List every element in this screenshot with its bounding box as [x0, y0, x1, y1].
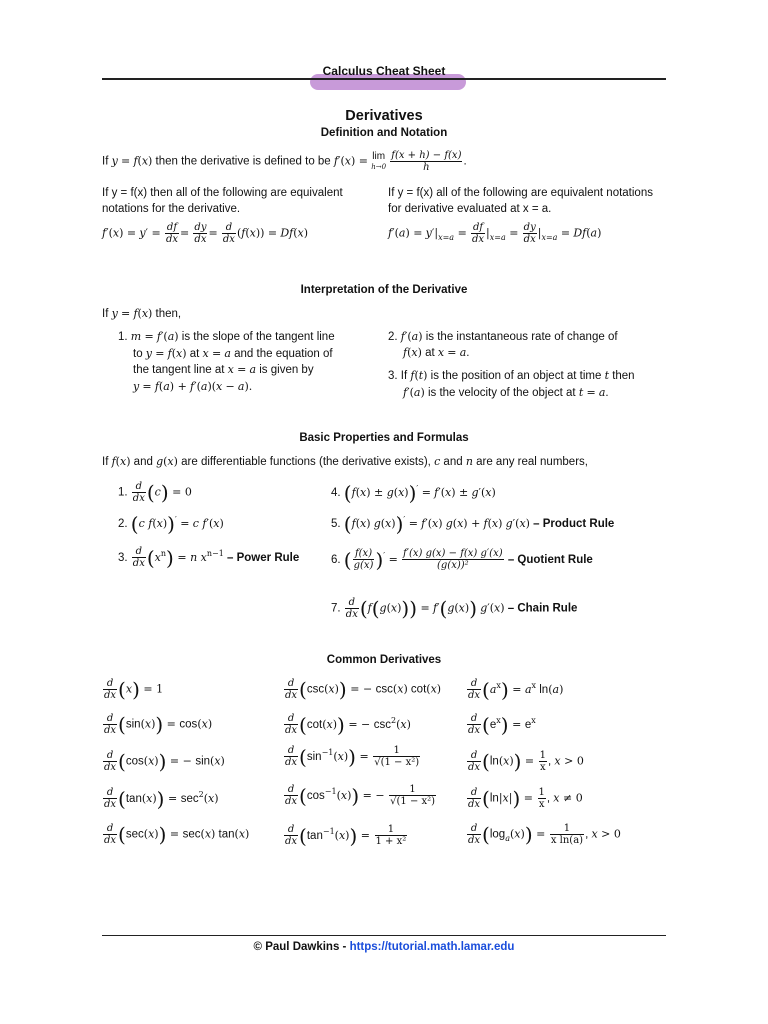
- footer-author: © Paul Dawkins -: [253, 941, 350, 953]
- common-derivative-arcsin: $\frac{d}{dx}$ $(\sin^{-1}(x))$ = $\frac{1}{\text{√(1 − x²)}}$: [285, 744, 420, 769]
- common-derivative-ex: $\frac{d}{dx}$ $(e^x) = e^x$: [468, 712, 536, 737]
- basic-intro: If f(x) and g(x) are differentiable functions (the derivative exists), c and n are any real numbers,: [102, 455, 588, 468]
- common-derivative-cot: $\frac{d}{dx}$ (cot(x)) = − $\csc^2(x)$: [285, 712, 411, 737]
- basic-formula-4: 4. (f(x) ± g(x))′ = f′(x) ± g′(x): [331, 480, 496, 505]
- footer: [0, 941, 768, 953]
- definition-text-main: then the derivative is defined to be: [155, 155, 331, 168]
- basic-formula-7: 7. $\frac{d}{dx}$ (f(g(x))) = f′(g(x)) g′(x) – Chain Rule: [331, 596, 578, 621]
- basic-formula-5: 5. (f(x) g(x))′ = f′(x) g(x) + f(x) g′(x) – Product Rule: [331, 511, 615, 536]
- interpretation-item-1-line-2: to y = f(x) at x = a and the equation of: [133, 347, 333, 360]
- interpretation-intro: If y = f(x) then,: [102, 307, 182, 320]
- right-notation-formula: $f'(a) = y'|_{x=a}$ = $\frac{df}{dx}$ $|_{x=a}$ = $\frac{dy}{dx}$ $|_{x=a} = Df(a)$: [388, 222, 602, 245]
- common-derivative-log-a: $\frac{d}{dx}$ $(\log_a(x))$ = $\frac{1}{\text{x ln(a)}}$ , x > 0: [468, 822, 621, 847]
- common-derivative-sin: $\frac{d}{dx}$ (sin(x)) = cos(x): [104, 712, 213, 737]
- chain-rule-label: – Chain Rule: [507, 602, 578, 615]
- product-rule-label: – Product Rule: [533, 517, 615, 530]
- interpretation-item-1-line-4: y = f(a) + f′(a)(x − a).: [133, 380, 253, 393]
- quotient-rule-label: – Quotient Rule: [507, 553, 593, 566]
- interpretation-item-2-line-1: 2. f′(a) is the instantaneous rate of change of: [388, 330, 618, 343]
- basic-formula-3: 3. $\frac{d}{dx}$ $(x^n) = n$ $x^{n-1}$ – Power Rule: [118, 545, 300, 570]
- footer-rule: [102, 935, 666, 936]
- common-derivative-cos: $\frac{d}{dx}$ (cos(x)) = − sin(x): [104, 749, 225, 774]
- common-derivative-sec: $\frac{d}{dx}$ (sec(x)) = sec(x) tan(x): [104, 822, 250, 847]
- right-notation-text: If y = f(x) all of the following are equivalent notations for derivative evaluated at x = a.: [388, 187, 653, 215]
- interpretation-item-1-line-1: 1. m = f′(a) is the slope of the tangent line: [118, 330, 335, 343]
- left-notation-text: If y = f(x) then all of the following are equivalent notations for the derivative.: [102, 187, 343, 215]
- definition-text-if: If: [102, 155, 109, 168]
- common-derivative-ln: $\frac{d}{dx}$ (ln(x)) = $\frac{1}{x}$ , x > 0: [468, 749, 584, 774]
- interpretation-item-1-line-3: the tangent line at x = a is given by: [133, 363, 314, 376]
- common-derivative-ax: $\frac{d}{dx}$ $(a^x) = a^x$ ln(a): [468, 677, 564, 702]
- common-heading: Common Derivatives: [326, 654, 442, 666]
- basic-formula-2: 2. (c f(x))′ = c f′(x): [118, 511, 224, 536]
- common-derivative-tan: $\frac{d}{dx}$ $(\tan(x)) = \sec^2(x)$: [104, 786, 219, 811]
- common-derivative-arctan: $\frac{d}{dx}$ $(\tan^{-1}(x))$ = $\frac{1}{\text{1 + x²}}$: [285, 823, 407, 848]
- page-header-title: Calculus Cheat Sheet: [322, 64, 446, 78]
- common-derivative-arccos: $\frac{d}{dx}$ $(\cos^{-1}(x))$ = − $\frac{1}{\text{√(1 − x²)}}$: [285, 783, 436, 808]
- interpretation-heading: Interpretation of the Derivative: [300, 284, 468, 296]
- common-derivative-csc: $\frac{d}{dx}$ (csc(x)) = − csc(x) cot(x): [285, 677, 442, 702]
- footer-link[interactable]: https://tutorial.math.lamar.edu: [349, 941, 515, 953]
- power-rule-label: – Power Rule: [227, 551, 300, 564]
- basic-formula-1: 1. $\frac{d}{dx}$ (c) = 0: [118, 480, 192, 505]
- definition-line: If y = f(x) then the derivative is defined to be f′(x) = lim h→0 $\frac{f(x + h) - f(x)}{h}$ .: [102, 150, 467, 173]
- basic-heading: Basic Properties and Formulas: [299, 432, 469, 444]
- left-notation-formula: f′(x) = y′ = $\frac{df}{dx}$ = $\frac{dy}{dx}$ = $\frac{d}{dx}$ (f(x)) = Df(x): [102, 222, 309, 245]
- basic-formula-6: 6. ( $\frac{f(x)}{g(x)}$ )′ = $\frac{f'(x) g(x) - f(x) g'(x)}{\text{(g(x))²}}$ – Quotient Rule: [331, 547, 593, 572]
- definition-heading: Definition and Notation: [320, 127, 448, 139]
- common-derivative-ln-abs: $\frac{d}{dx}$ (ln|x|) = $\frac{1}{x}$ , x ≠ 0: [468, 786, 583, 811]
- section-title: Derivatives: [345, 108, 423, 124]
- interpretation-item-3-line-1: 3. If f(t) is the position of an object at time t then: [388, 369, 635, 382]
- interpretation-item-2-line-2: f(x) at x = a.: [403, 346, 470, 359]
- common-derivative-x: $\frac{d}{dx}$ (x) = 1: [104, 677, 164, 702]
- header-rule: [102, 78, 666, 80]
- interpretation-item-3-line-2: f′(a) is the velocity of the object at t = a.: [403, 386, 609, 399]
